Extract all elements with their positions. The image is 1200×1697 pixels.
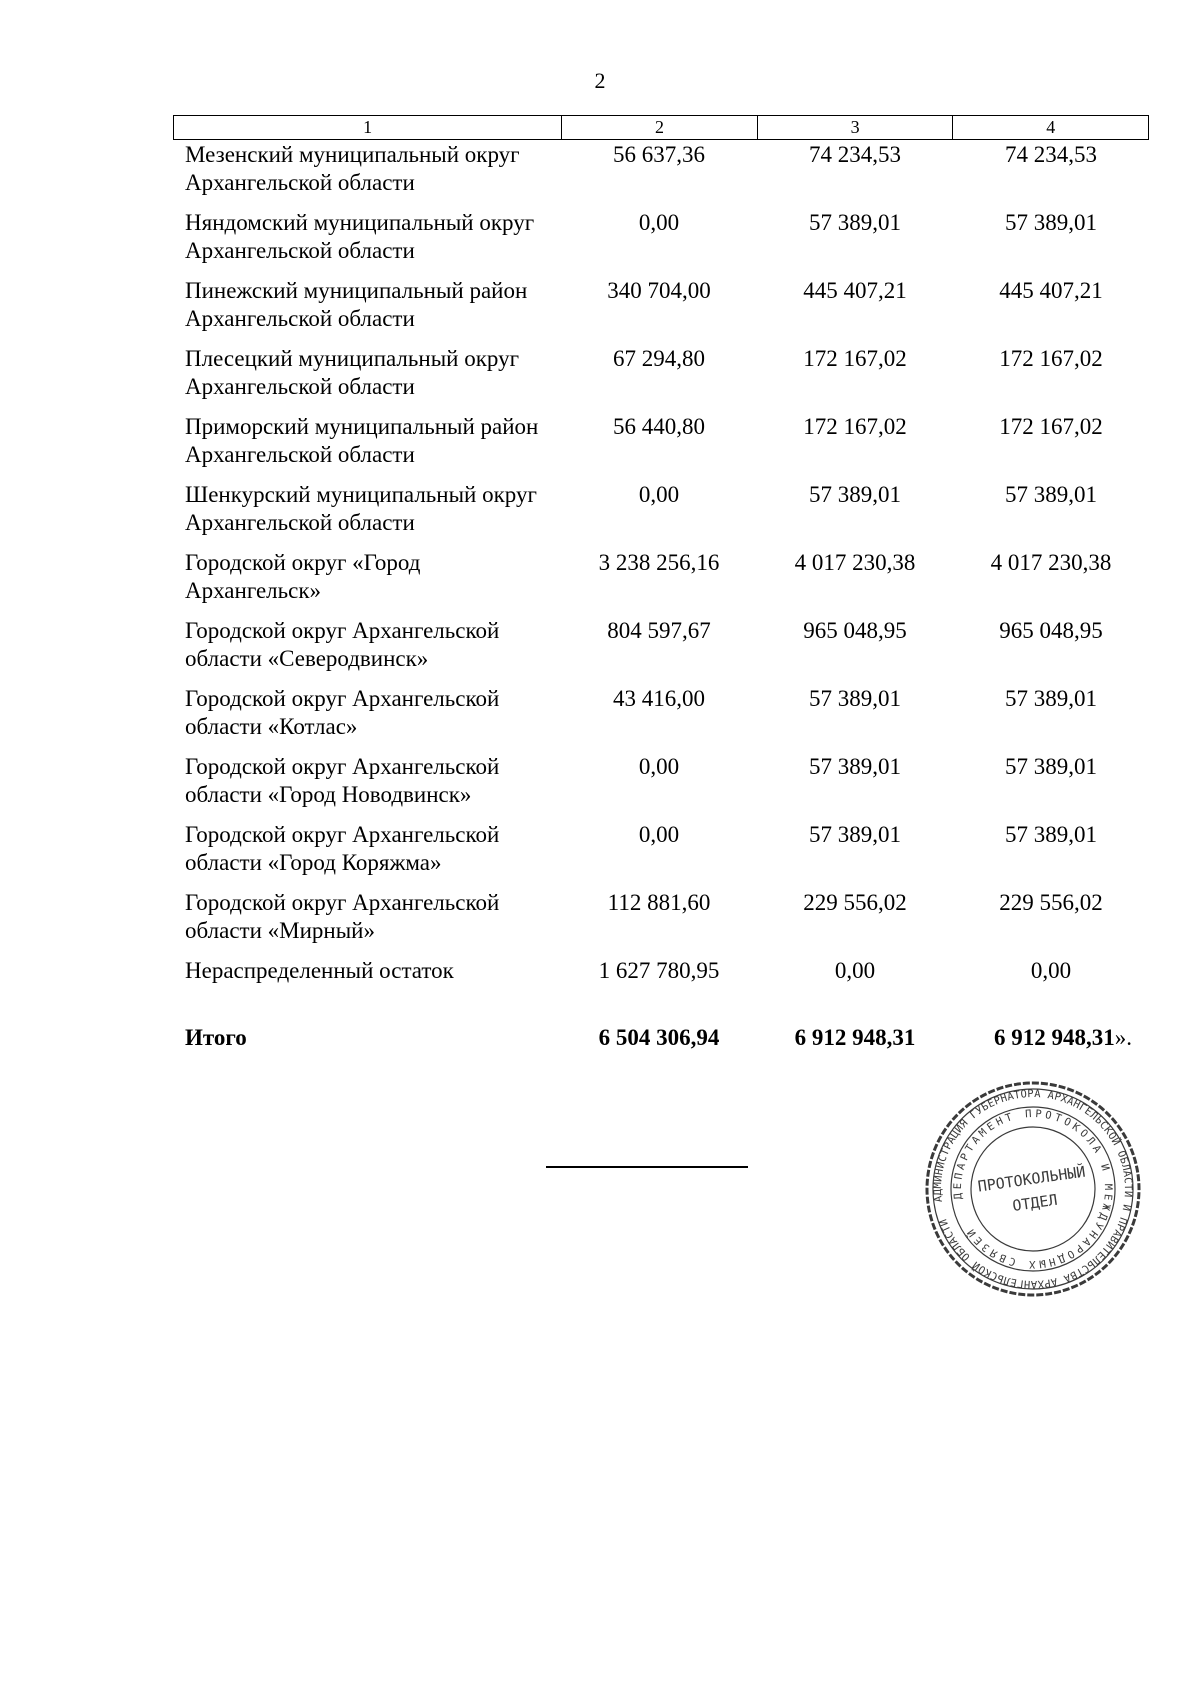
row-name: Городской округ Архангельской области «Котлас» (185, 686, 500, 739)
row-value-col3: 74 234,53 (809, 142, 901, 167)
row-name: Нераспределенный остаток (185, 958, 454, 983)
row-name: Шенкурский муниципальный округ Архангельской области (185, 482, 537, 535)
table-row (173, 549, 1149, 617)
row-value-col3: 57 389,01 (809, 482, 901, 507)
row-name: Городской округ Архангельской области «Город Коряжма» (185, 822, 500, 875)
row-value-col4: 4 017 230,38 (990, 550, 1112, 575)
column-header-3: 3 (757, 116, 953, 139)
row-value-col2: 0,00 (638, 482, 680, 507)
table-header-row (173, 115, 1149, 140)
row-value-col3: 172 167,02 (803, 346, 907, 371)
stamp-outer-text: АДМИНИСТРАЦИЯ ГУБЕРНАТОРА АРХАНГЕЛЬСКОЙ ОБЛАСТИ И ПРАВИТЕЛЬСТВА АРХАНГЕЛЬСКОЙ ОБЛАСТИ (931, 1087, 1135, 1291)
row-name: Городской округ Архангельской области «Северодвинск» (185, 618, 500, 671)
row-name: Пинежский муниципальный район Архангельской области (185, 278, 528, 331)
row-value-col3: 445 407,21 (803, 278, 907, 303)
row-value-col2: 1 627 780,95 (598, 958, 720, 983)
table-row (173, 685, 1149, 753)
row-value-col4: 57 389,01 (1005, 482, 1097, 507)
total-label: Итого (185, 1025, 247, 1050)
total-value-col3: 6 912 948,31 (794, 1025, 916, 1050)
closing-quote: ». (1114, 1025, 1132, 1050)
row-value-col3: 172 167,02 (803, 414, 907, 439)
table-row (173, 345, 1149, 413)
row-value-col2: 67 294,80 (613, 346, 705, 371)
signature-line (546, 1166, 748, 1168)
row-value-col3: 57 389,01 (809, 754, 901, 779)
table-row (173, 617, 1149, 685)
total-value-col4 (953, 1024, 1173, 1052)
stamp-center-line2: ОТДЕЛ (1011, 1190, 1059, 1215)
row-name: Городской округ Архангельской области «Город Новодвинск» (185, 754, 500, 807)
row-value-col4: 57 389,01 (1005, 822, 1097, 847)
column-header-2: 2 (561, 116, 757, 139)
row-value-col2: 804 597,67 (607, 618, 711, 643)
row-name: Плесецкий муниципальный округ Архангельской области (185, 346, 520, 399)
table-row (173, 753, 1149, 821)
row-value-col4: 74 234,53 (1005, 142, 1097, 167)
row-value-col4: 965 048,95 (999, 618, 1103, 643)
row-value-col2: 0,00 (638, 210, 680, 235)
row-value-col2: 0,00 (638, 822, 680, 847)
row-value-col2: 0,00 (638, 754, 680, 779)
official-stamp (922, 1078, 1144, 1300)
table-row (173, 209, 1149, 277)
stamp-center-line1: ПРОТОКОЛЬНЫЙ (976, 1162, 1087, 1196)
table-body (173, 141, 1149, 1025)
row-name: Городской округ Архангельской области «Мирный» (185, 890, 500, 943)
row-value-col2: 56 637,36 (613, 142, 705, 167)
table-row (173, 413, 1149, 481)
row-value-col3: 57 389,01 (809, 822, 901, 847)
row-value-col2: 43 416,00 (613, 686, 705, 711)
row-value-col4: 57 389,01 (1005, 210, 1097, 235)
row-value-col4: 57 389,01 (1005, 686, 1097, 711)
stamp-inner-text: ДЕПАРТАМЕНТ ПРОТОКОЛА И МЕЖДУНАРОДНЫХ СВЯЗЕЙ (951, 1107, 1115, 1271)
row-value-col2: 56 440,80 (613, 414, 705, 439)
column-header-4: 4 (952, 116, 1148, 139)
row-value-col4: 57 389,01 (1005, 754, 1097, 779)
row-name: Мезенский муниципальный округ Архангельской области (185, 142, 520, 195)
row-value-col3: 57 389,01 (809, 210, 901, 235)
row-value-col4: 172 167,02 (999, 414, 1103, 439)
row-value-col2: 340 704,00 (607, 278, 711, 303)
table-row (173, 141, 1149, 209)
total-value-col4-number: 6 912 948,31 (994, 1025, 1115, 1050)
row-value-col3: 4 017 230,38 (794, 550, 916, 575)
row-value-col3: 965 048,95 (803, 618, 907, 643)
row-value-col2: 112 881,60 (607, 890, 711, 915)
page-number: 2 (594, 68, 606, 93)
table-row (173, 821, 1149, 889)
row-value-col3: 229 556,02 (803, 890, 907, 915)
table-row (173, 889, 1149, 957)
row-name: Приморский муниципальный район Архангельской области (185, 414, 539, 467)
row-value-col3: 57 389,01 (809, 686, 901, 711)
row-value-col4: 229 556,02 (999, 890, 1103, 915)
row-value-col3: 0,00 (834, 958, 876, 983)
total-row (173, 1024, 1173, 1052)
row-value-col4: 172 167,02 (999, 346, 1103, 371)
row-value-col2: 3 238 256,16 (598, 550, 720, 575)
row-value-col4: 0,00 (1030, 958, 1072, 983)
total-value-col2: 6 504 306,94 (598, 1025, 720, 1050)
table-row (173, 957, 1149, 1025)
column-header-1: 1 (363, 117, 373, 137)
table-row (173, 481, 1149, 549)
table-row (173, 277, 1149, 345)
row-name: Городской округ «Город Архангельск» (185, 550, 421, 603)
row-value-col4: 445 407,21 (999, 278, 1103, 303)
row-name: Няндомский муниципальный округ Архангельской области (185, 210, 535, 263)
